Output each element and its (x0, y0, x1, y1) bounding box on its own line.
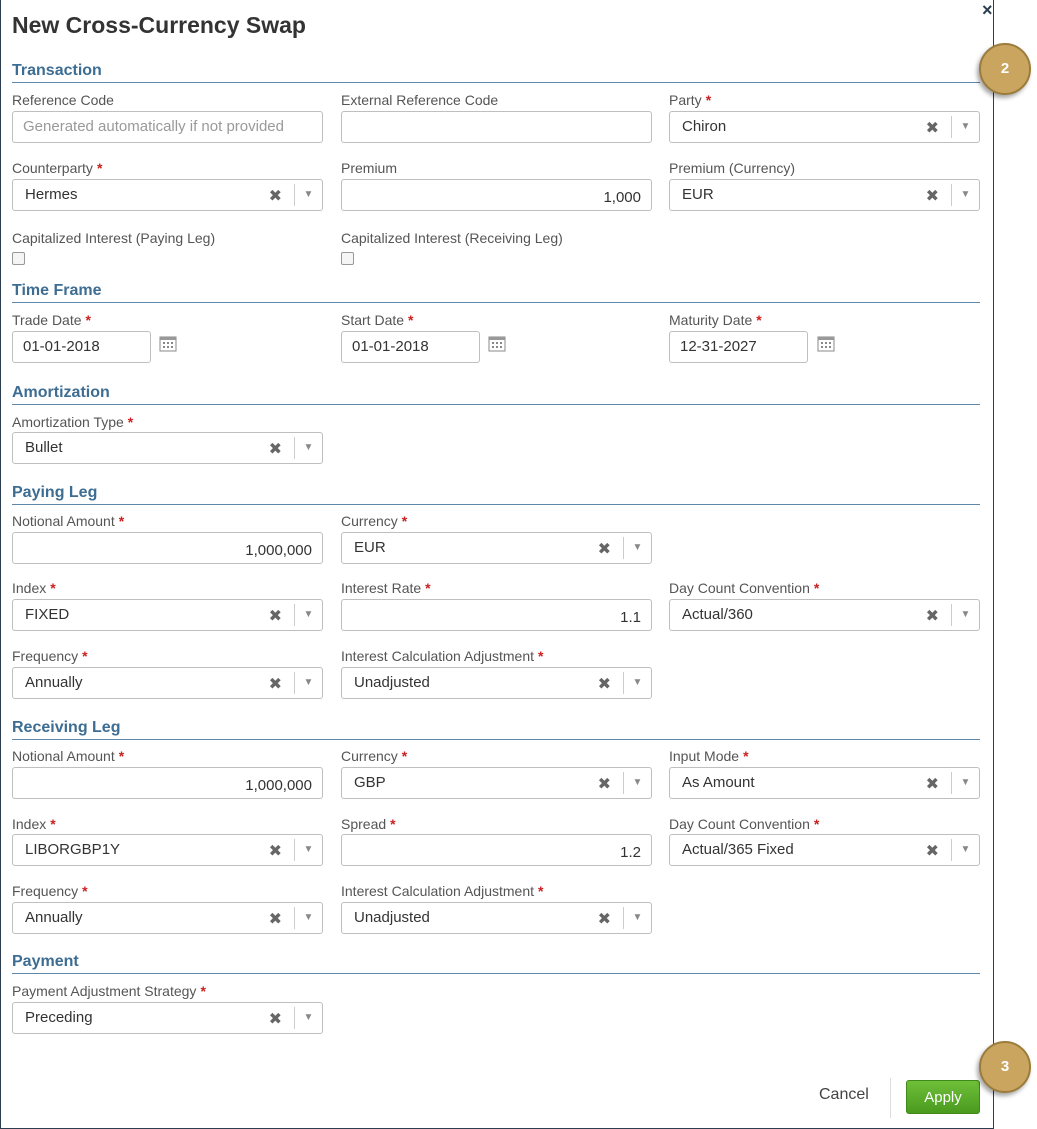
chevron-down-icon[interactable]: ▼ (623, 672, 651, 694)
clear-icon[interactable]: ✖ (925, 776, 939, 793)
chevron-down-icon[interactable]: ▼ (951, 116, 979, 138)
clear-icon[interactable]: ✖ (925, 188, 939, 205)
receiving-notional-label: Notional Amount * (12, 748, 125, 764)
paying-frequency-select[interactable] (12, 667, 323, 699)
clear-icon[interactable]: ✖ (925, 608, 939, 625)
reference-code-input[interactable]: Generated automatically if not provided (12, 111, 323, 143)
clear-icon[interactable]: ✖ (268, 188, 282, 205)
paying-frequency-value: Annually (25, 674, 83, 691)
clear-icon[interactable]: ✖ (597, 676, 611, 693)
clear-icon[interactable]: ✖ (925, 120, 939, 137)
section-time-frame: Time Frame (12, 282, 980, 303)
receiving-currency-select[interactable] (341, 767, 652, 799)
chevron-down-icon[interactable]: ▼ (294, 437, 322, 459)
counterparty-select[interactable] (12, 179, 323, 211)
paying-currency-select[interactable] (341, 532, 652, 564)
calendar-icon[interactable] (488, 334, 506, 352)
spread-label: Spread * (341, 816, 396, 832)
input-mode-value: As Amount (682, 774, 755, 791)
chevron-down-icon[interactable]: ▼ (951, 184, 979, 206)
clear-icon[interactable]: ✖ (268, 843, 282, 860)
clear-icon[interactable]: ✖ (268, 911, 282, 928)
chevron-down-icon[interactable]: ▼ (623, 907, 651, 929)
clear-icon[interactable]: ✖ (597, 776, 611, 793)
amortization-type-value: Bullet (25, 439, 63, 456)
external-reference-code-label: External Reference Code (341, 92, 499, 108)
apply-button[interactable]: Apply (906, 1080, 980, 1114)
trade-date-input[interactable]: 01-01-2018 (12, 331, 151, 363)
paying-frequency-label: Frequency * (12, 648, 88, 664)
payment-strategy-value: Preceding (25, 1009, 93, 1026)
payment-strategy-select[interactable] (12, 1002, 323, 1034)
receiving-day-count-value: Actual/365 Fixed (682, 841, 794, 858)
chevron-down-icon[interactable]: ▼ (294, 184, 322, 206)
payment-strategy-label: Payment Adjustment Strategy * (12, 983, 206, 999)
counterparty-label: Counterparty * (12, 160, 103, 176)
receiving-index-value: LIBORGBP1Y (25, 841, 121, 858)
chevron-down-icon[interactable]: ▼ (294, 672, 322, 694)
counterparty-value: Hermes (25, 186, 78, 203)
premium-currency-label: Premium (Currency) (669, 160, 796, 176)
receiving-frequency-label: Frequency * (12, 883, 88, 899)
receiving-day-count-label: Day Count Convention * (669, 816, 820, 832)
receiving-adjustment-label: Interest Calculation Adjustment * (341, 883, 544, 899)
party-label: Party * (669, 92, 712, 108)
chevron-down-icon[interactable]: ▼ (294, 1007, 322, 1029)
callout-badge-3: 3 (979, 1041, 1031, 1093)
external-reference-code-input[interactable] (341, 111, 652, 143)
party-value: Chiron (682, 118, 727, 135)
section-paying-leg: Paying Leg (12, 484, 980, 505)
interest-rate-label: Interest Rate * (341, 580, 431, 596)
start-date-label: Start Date * (341, 312, 414, 328)
chevron-down-icon[interactable]: ▼ (951, 604, 979, 626)
amortization-type-label: Amortization Type * (12, 414, 134, 430)
clear-icon[interactable]: ✖ (597, 911, 611, 928)
chevron-down-icon[interactable]: ▼ (951, 772, 979, 794)
start-date-input[interactable]: 01-01-2018 (341, 331, 480, 363)
chevron-down-icon[interactable]: ▼ (623, 537, 651, 559)
close-icon[interactable]: × (982, 0, 993, 20)
receiving-frequency-select[interactable] (12, 902, 323, 934)
receiving-notional-input[interactable]: 1,000,000 (12, 767, 323, 799)
callout-badge-2: 2 (979, 43, 1031, 95)
clear-icon[interactable]: ✖ (268, 1011, 282, 1028)
receiving-adjustment-select[interactable] (341, 902, 652, 934)
paying-notional-input[interactable]: 1,000,000 (12, 532, 323, 564)
paying-day-count-label: Day Count Convention * (669, 580, 820, 596)
section-payment: Payment (12, 953, 980, 974)
paying-adjustment-select[interactable] (341, 667, 652, 699)
clear-icon[interactable]: ✖ (268, 676, 282, 693)
chevron-down-icon[interactable]: ▼ (294, 604, 322, 626)
calendar-icon[interactable] (817, 334, 835, 352)
premium-label: Premium (341, 160, 398, 176)
cap-interest-receiving-label: Capitalized Interest (Receiving Leg) (341, 230, 563, 246)
cap-interest-receiving-checkbox[interactable] (341, 252, 354, 265)
chevron-down-icon[interactable]: ▼ (294, 839, 322, 861)
premium-input[interactable]: 1,000 (341, 179, 652, 211)
premium-currency-value: EUR (682, 186, 714, 203)
paying-day-count-value: Actual/360 (682, 606, 753, 623)
amortization-type-select[interactable] (12, 432, 323, 464)
receiving-currency-label: Currency * (341, 748, 408, 764)
cancel-button[interactable]: Cancel (819, 1086, 869, 1103)
input-mode-label: Input Mode * (669, 748, 749, 764)
paying-currency-label: Currency * (341, 513, 408, 529)
maturity-date-input[interactable]: 12-31-2027 (669, 331, 808, 363)
paying-currency-value: EUR (354, 539, 386, 556)
paying-index-value: FIXED (25, 606, 70, 623)
clear-icon[interactable]: ✖ (597, 541, 611, 558)
dialog-title: New Cross-Currency Swap (12, 12, 306, 38)
receiving-adjustment-value: Unadjusted (354, 909, 430, 926)
clear-icon[interactable]: ✖ (268, 608, 282, 625)
paying-adjustment-value: Unadjusted (354, 674, 430, 691)
section-receiving-leg: Receiving Leg (12, 719, 980, 740)
chevron-down-icon[interactable]: ▼ (951, 839, 979, 861)
interest-rate-input[interactable]: 1.1 (341, 599, 652, 631)
party-select[interactable] (669, 111, 980, 143)
receiving-index-select[interactable] (12, 834, 323, 866)
spread-input[interactable]: 1.2 (341, 834, 652, 866)
premium-currency-select[interactable] (669, 179, 980, 211)
clear-icon[interactable]: ✖ (268, 441, 282, 458)
cap-interest-paying-label: Capitalized Interest (Paying Leg) (12, 230, 216, 246)
paying-index-select[interactable] (12, 599, 323, 631)
section-transaction: Transaction (12, 62, 980, 83)
clear-icon[interactable]: ✖ (925, 843, 939, 860)
reference-code-label: Reference Code (12, 92, 114, 108)
cap-interest-paying-checkbox[interactable] (12, 252, 25, 265)
paying-notional-label: Notional Amount * (12, 513, 125, 529)
paying-index-label: Index * (12, 580, 56, 596)
maturity-date-label: Maturity Date * (669, 312, 762, 328)
receiving-index-label: Index * (12, 816, 56, 832)
paying-day-count-select[interactable] (669, 599, 980, 631)
receiving-day-count-select[interactable] (669, 834, 980, 866)
paying-adjustment-label: Interest Calculation Adjustment * (341, 648, 544, 664)
trade-date-label: Trade Date * (12, 312, 91, 328)
footer-divider (890, 1078, 891, 1118)
chevron-down-icon[interactable]: ▼ (294, 907, 322, 929)
receiving-frequency-value: Annually (25, 909, 83, 926)
section-amortization: Amortization (12, 384, 980, 405)
input-mode-select[interactable] (669, 767, 980, 799)
chevron-down-icon[interactable]: ▼ (623, 772, 651, 794)
calendar-icon[interactable] (159, 334, 177, 352)
receiving-currency-value: GBP (354, 774, 386, 791)
